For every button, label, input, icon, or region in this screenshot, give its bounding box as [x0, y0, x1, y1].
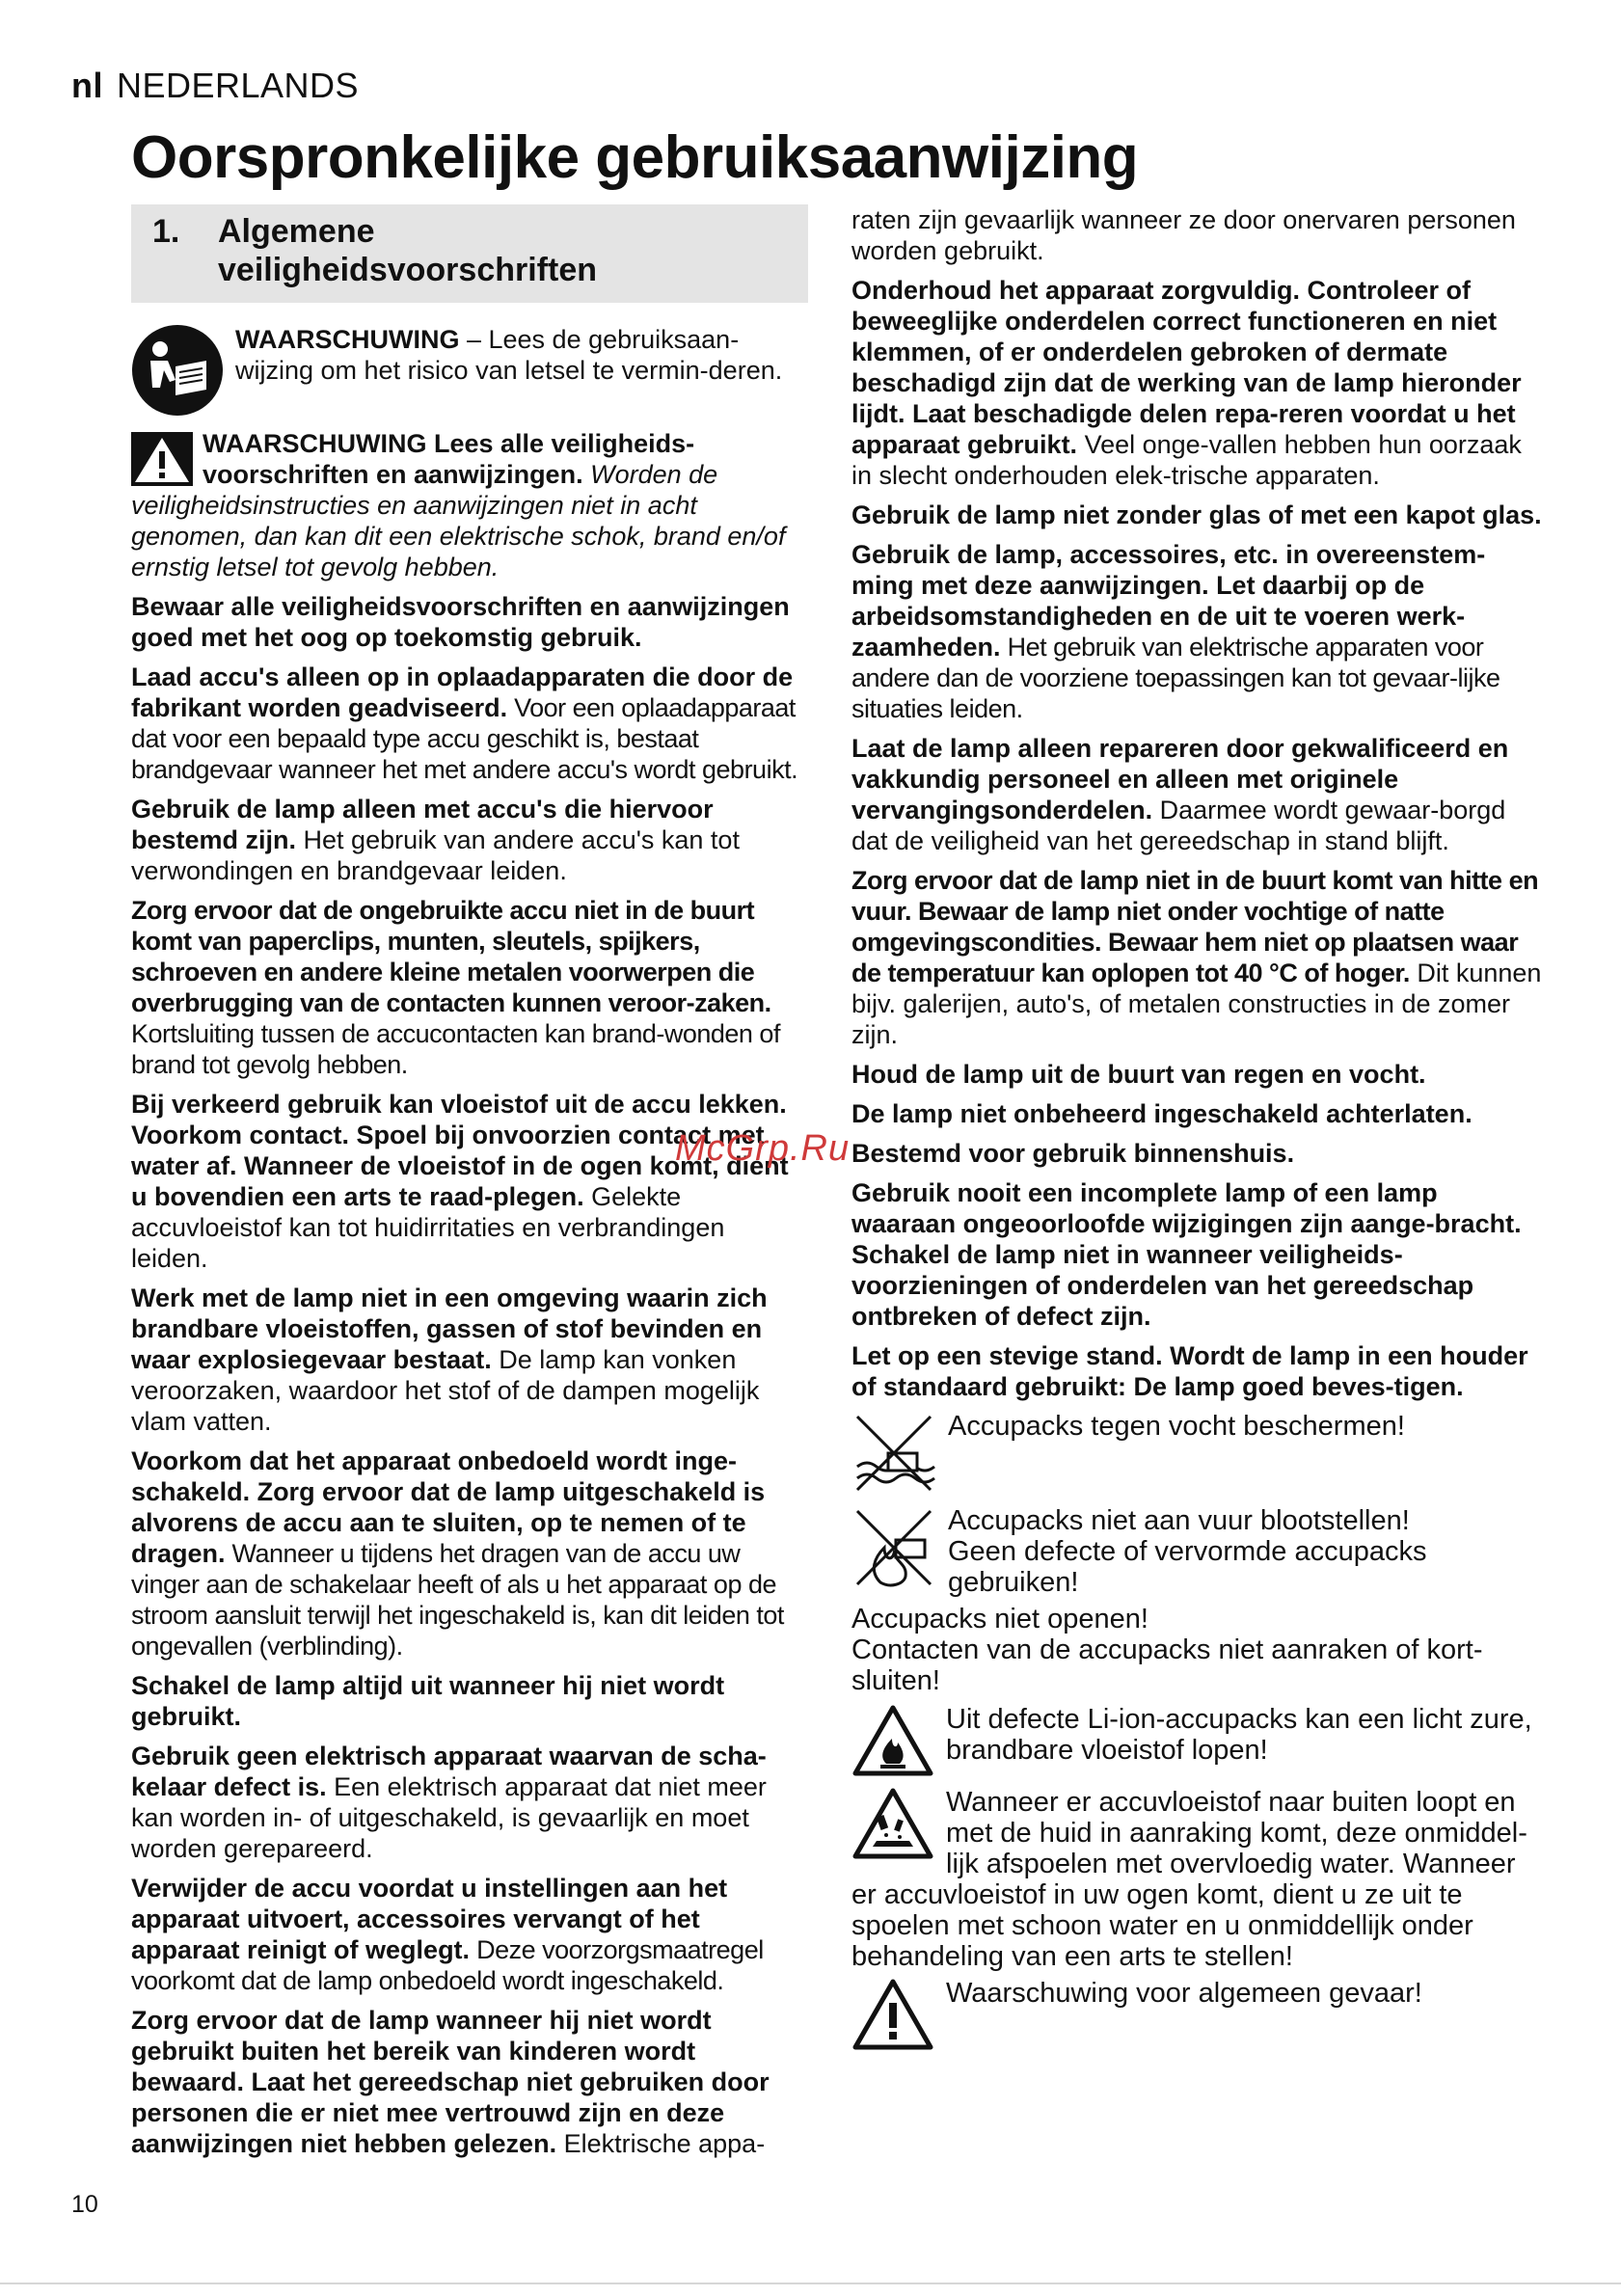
- read-manual-text: WAARSCHUWING – Lees de gebruiksaan-wijzing om het risico van letsel te vermin-deren.: [235, 325, 783, 385]
- no-fire-icon: [851, 1505, 936, 1590]
- language-name: NEDERLANDS: [117, 66, 360, 105]
- paragraph-unintended-start: Voorkom dat het apparaat onbedoeld wordt inge-schakeld. Zorg ervoor dat de lamp uitgeschakeld is alvorens de accu aan te sluiten, op te nemen of te dragen. Wanneer u tijdens het dragen van de accu uw vinger aan de schakelaar heeft of als u het apparaat op de stroom aansluit terwijl het ingeschakeld is, kan dit leiden tot ongevallen (verblinding).: [131, 1446, 784, 1661]
- paragraph-heat: Zorg ervoor dat de lamp niet in de buurt komt van hitte en vuur. Bewaar de lamp niet onder vochtige of natte omgevingscondities. Bewaar hem niet op plaatsen waar de temperatuur kan oplopen tot 40 °C of hoger. Dit kunnen bijv. galerijen, auto's, of metalen constructies in de zomer zijn.: [851, 866, 1542, 1049]
- corrosive-warning-icon: [851, 1787, 934, 1860]
- language-header: [71, 66, 359, 106]
- icon-row-corrosive: Wanneer er accuvloeistof naar buiten loopt en met de huid in aanraking komt, deze onmiddel-lijk afspoelen met overvloedig water. Wanneer er accuvloeistof in uw ogen komt, dient u ze uit te spoelen met schoon water en u onmiddellijk onder behandeling van een arts te stellen!: [851, 1787, 1527, 1972]
- icon-row-fire: Accupacks niet aan vuur blootstellen! Geen defecte of vervormde accupacks gebruiken!: [851, 1505, 1544, 1598]
- section-number: 1.: [152, 213, 180, 250]
- paragraph-charger: Laad accu's alleen op in oplaadapparaten die door de fabrikant worden geadviseerd. Voor een oplaadapparaat dat voor een bepaald type accu geschikt is, bestaat brandgevaar wanneer het met andere accu's wordt gebruikt.: [131, 662, 798, 784]
- paragraph-maintenance: Onderhoud het apparaat zorgvuldig. Controleer of beweeglijke onderdelen correct functioneren en niet klemmen, of er onderdelen gebroken of dermate beschadigd zijn dat de werking van de lamp hieronder lijdt. Laat beschadigde delen repa-reren voordat u het apparaat gebruikt. Veel onge-vallen hebben hun oorzaak in slecht onderhouden elek-trische apparaten.: [851, 276, 1522, 490]
- paragraph-defective-switch: Gebruik geen elektrisch apparaat waarvan de scha-kelaar defect is. Een elektrisch apparaat dat niet meer kan worden in- of uitgeschakeld, is gevaarlijk en moet worden gerepareerd.: [131, 1742, 767, 1863]
- read-manual-icon: [131, 324, 224, 417]
- paragraph-switch-off: Schakel de lamp altijd uit wanneer hij niet wordt gebruikt.: [131, 1671, 725, 1731]
- section-title: Algemene veiligheidsvoorschriften: [218, 213, 597, 288]
- general-warning-paragraph: WAARSCHUWING Lees alle veiligheids-voorschriften en aanwijzingen. Worden de veiligheidsinstructies en aanwijzingen niet in acht genomen, dan kan dit een elektrische schok, brand en/of ernstig letsel tot gevolg hebben.: [131, 429, 786, 581]
- paragraph-metal-objects: Zorg ervoor dat de ongebruikte accu niet in de buurt komt van paperclips, munten, sleutels, spijkers, schroeven en andere kleine metalen voorwerpen die overbrugging van de contacten kunnen veroor-zaken. Kortsluiting tussen de accucontacten kan brand-wonden of brand tot gevolg hebben.: [131, 896, 780, 1079]
- section-heading-box: [131, 204, 808, 303]
- paragraph-repair: Laat de lamp alleen repareren door gekwalificeerd en vakkundig personeel en alleen met originele vervangingsonderdelen. Daarmee wordt gewaar-borgd dat de veiligheid van het gereedschap in stand blijft.: [851, 734, 1509, 855]
- right-column: [851, 204, 1544, 2061]
- paragraph-indoor: Bestemd voor gebruik binnenshuis.: [851, 1139, 1295, 1168]
- page-number: 10: [71, 2191, 98, 2218]
- flammable-warning-icon: [851, 1704, 934, 1777]
- paragraph-stable-stand: Let op een stevige stand. Wordt de lamp in een houder of standaard gebruikt: De lamp goed beves-tigen.: [851, 1341, 1528, 1401]
- paragraph-continuation: raten zijn gevaarlijk wanneer ze door onervaren personen worden gebruikt.: [851, 205, 1516, 265]
- paragraph-rain: Houd de lamp uit de buurt van regen en vocht.: [851, 1060, 1426, 1089]
- read-manual-warning: [131, 324, 808, 417]
- warning-triangle-icon: [131, 432, 193, 486]
- paragraph-unattended: De lamp niet onbeheerd ingeschakeld achterlaten.: [851, 1099, 1472, 1128]
- watermark: McGrp.Ru: [675, 1128, 851, 1169]
- paragraph-incomplete-lamp: Gebruik nooit een incomplete lamp of een lamp waaraan ongeoorloofde wijzigingen zijn aange-bracht. Schakel de lamp niet in wanneer veiligheids-voorzieningen of onderdelen van het gereedschap ontbreken of defect zijn.: [851, 1178, 1522, 1331]
- document-title: Oorspronkelijke gebruiksaanwijzing: [131, 124, 1139, 191]
- left-column: [131, 204, 808, 2168]
- paragraph-accessories: Gebruik de lamp, accessoires, etc. in overeenstem-ming met deze aanwijzingen. Let daarbij op de arbeidsomstandigheden en de uit te voeren werk-zaamheden. Het gebruik van elektrische apparaten voor andere dan de voorziene toepassingen kan tot gevaar-lijke situaties leiden.: [851, 540, 1500, 723]
- general-danger-icon: [851, 1978, 934, 2051]
- paragraph-remove-battery: Verwijder de accu voordat u instellingen aan het apparaat uitvoert, accessoires vervangt of het apparaat reinigt of weglegt. Deze voorzorgsmaatregel voorkomt dat de lamp onbedoeld wordt ingeschakeld.: [131, 1874, 764, 1995]
- battery-open-warning: Accupacks niet openen!: [851, 1604, 1148, 1634]
- icon-row-flammable: Uit defecte Li-ion-accupacks kan een licht zure, brandbare vloeistof lopen!: [851, 1704, 1544, 1781]
- paragraph-keep-instructions: Bewaar alle veiligheidsvoorschriften en aanwijzingen goed met het oog op toekomstig gebruik.: [131, 592, 790, 652]
- paragraph-battery-leak: Bij verkeerd gebruik kan vloeistof uit de accu lekken. Voorkom contact. Spoel bij onvoorzien contact met water af. Wanneer de vloeistof in de ogen komt, dient u bovendien een arts te raad-plegen. Gelekte accuvloeistof kan tot huidirritaties en verbrandingen leiden.: [131, 1090, 789, 1273]
- paragraph-children: Zorg ervoor dat de lamp wanneer hij niet wordt gebruikt buiten het bereik van kinderen wordt bewaard. Laat het gereedschap niet gebruiken door personen die er niet mee vertrouwd zijn en deze aanwijzingen niet hebben gelezen. Elektrische appa-: [131, 2006, 770, 2158]
- battery-contacts-warning: Contacten van de accupacks niet aanraken of kort-sluiten!: [851, 1634, 1483, 1696]
- bottom-divider: [0, 2282, 1621, 2284]
- paragraph-explosive-environment: Werk met de lamp niet in een omgeving waarin zich brandbare vloeistoffen, gassen of stof bevinden en waar explosiegevaar bestaat. De lamp kan vonken veroorzaken, waardoor het stof of de dampen mogelijk vlam vatten.: [131, 1283, 768, 1436]
- paragraph-glass: Gebruik de lamp niet zonder glas of met een kapot glas.: [851, 500, 1542, 529]
- section-heading: [152, 212, 789, 289]
- icon-row-moisture: Accupacks tegen vocht beschermen!: [851, 1411, 1544, 1499]
- icon-row-general-danger: Waarschuwing voor algemeen gevaar!: [851, 1978, 1544, 2055]
- language-code: nl: [71, 66, 103, 105]
- paragraph-batteries: Gebruik de lamp alleen met accu's die hiervoor bestemd zijn. Het gebruik van andere accu's kan tot verwondingen en brandgevaar leiden.: [131, 795, 740, 885]
- no-moisture-icon: [851, 1411, 936, 1496]
